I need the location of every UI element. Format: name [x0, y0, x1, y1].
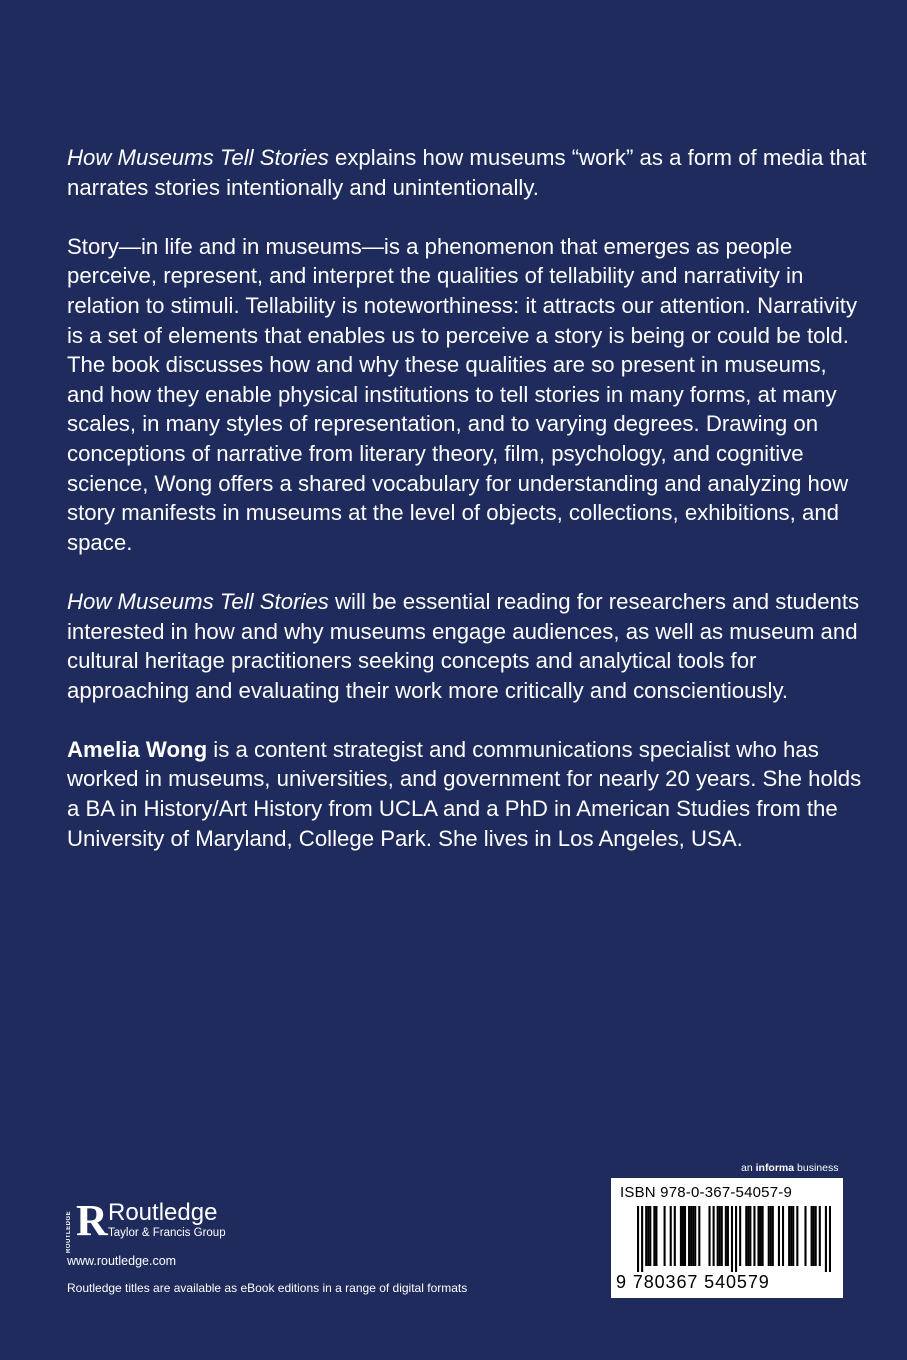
- barcode-bar: [778, 1206, 780, 1266]
- barcode-bar: [680, 1206, 682, 1266]
- barcode-bar: [694, 1206, 696, 1266]
- informa-prefix: an: [741, 1162, 756, 1174]
- barcode-bar: [745, 1206, 747, 1266]
- barcode-bar: [649, 1206, 651, 1266]
- barcode-bar: [647, 1206, 649, 1266]
- book-title: How Museums Tell Stories: [67, 588, 329, 614]
- barcode-bar: [692, 1206, 694, 1266]
- blurb-paragraph-2: Story—in life and in museums—is a phenomenon that emerges as people perceive, represent, and interpret the qualities of tellability and narrativity in relation to stimuli. Tellability is noteworthiness: it attracts our attention. Narrativity is a set of elements that enables us to perceive a story is being or could be told. The book discusses how and why these qualities are so present in museums, and how they enable physical institutions to tell stories in many forms, at many scales, in many styles of representation, and to varying degrees. Drawing on conceptions of narrative from literary theory, film, psychology, and cognitive science, Wong offers a shared vocabulary for understanding and analyzing how story manifests in museums at the level of objects, collections, exhibitions, and space.: [67, 233, 858, 555]
- barcode-bar: [713, 1206, 715, 1266]
- informa-tagline: [741, 1162, 838, 1174]
- barcode-bar: [770, 1206, 772, 1266]
- barcode-bar: [815, 1206, 817, 1266]
- barcode-bar: [637, 1206, 639, 1272]
- publisher-group: Taylor & Francis Group: [108, 1227, 226, 1239]
- barcode-bar: [796, 1206, 798, 1266]
- barcode-bar: [717, 1206, 719, 1266]
- publisher-name: Routledge: [108, 1199, 218, 1226]
- barcode-bar: [655, 1206, 657, 1266]
- barcode-digits: 9 780367 540579: [616, 1272, 770, 1292]
- barcode-bar: [735, 1206, 737, 1272]
- barcode-bar: [682, 1206, 684, 1266]
- barcode-bar: [725, 1206, 727, 1266]
- logo-vertical-text: ROUTLEDGE: [66, 1210, 72, 1253]
- barcode-bar: [731, 1206, 733, 1272]
- ebook-note: Routledge titles are available as eBook editions in a range of digital formats: [67, 1281, 468, 1295]
- barcode-bar: [753, 1206, 755, 1266]
- blurb-paragraph-3: [67, 587, 867, 705]
- barcode-bar: [727, 1206, 729, 1266]
- barcode-bar: [788, 1206, 790, 1266]
- barcode-bar: [811, 1206, 813, 1266]
- barcode-bar: [760, 1206, 762, 1266]
- barcode-bar: [772, 1206, 774, 1266]
- blurb-text: will be essential reading for researchers and students interested in how and why museums engage audiences, as well as museum and cultural heritage practitioners seeking concepts and analytical tools for approaching and evaluating their work more critically and conscientiously.: [67, 588, 860, 703]
- author-name: Amelia Wong: [67, 736, 208, 762]
- book-title: How Museums Tell Stories: [67, 145, 329, 170]
- informa-suffix: business: [794, 1162, 839, 1174]
- barcode-bar: [664, 1206, 666, 1266]
- isbn-label: ISBN 978-0-367-54057-9: [620, 1184, 793, 1201]
- routledge-logo-icon: [64, 1196, 108, 1253]
- barcode-bar: [792, 1206, 794, 1266]
- publisher-website: www.routledge.com: [67, 1254, 177, 1268]
- author-bio-text: is a content strategist and communications specialist who has worked in museums, universities, and government for nearly 20 years. She holds a BA in History/Art History from UCLA and a PhD in American Studies from the University of Maryland, College Park. She lives in Los Angeles, USA.: [67, 736, 862, 851]
- barcode-bars: [637, 1206, 831, 1272]
- author-bio: [67, 735, 867, 853]
- barcode-bar: [708, 1206, 710, 1266]
- barcode-bar: [757, 1206, 759, 1266]
- publisher-name-block: [108, 1200, 226, 1240]
- publisher-logo: [64, 1197, 226, 1253]
- barcode-bar: [768, 1206, 770, 1266]
- isbn-barcode: [611, 1178, 843, 1298]
- barcode-bar: [782, 1206, 784, 1266]
- back-cover-blurb: [67, 143, 867, 883]
- blurb-text: explains how museums “work” as a form of media that narrates stories intentionally and unintentionally.: [67, 145, 867, 200]
- barcode-bar: [645, 1206, 647, 1266]
- logo-letter: R: [76, 1196, 108, 1245]
- barcode-bar: [690, 1206, 692, 1266]
- barcode-bar: [825, 1206, 827, 1272]
- barcode-bar: [670, 1206, 672, 1266]
- barcode-bar: [749, 1206, 751, 1266]
- barcode-bar: [762, 1206, 764, 1266]
- barcode-bar: [739, 1206, 741, 1266]
- barcode-bar: [684, 1206, 686, 1266]
- barcode-bar: [819, 1206, 821, 1266]
- barcode-bar: [790, 1206, 792, 1266]
- barcode-bar: [804, 1206, 806, 1266]
- barcode-bar: [653, 1206, 655, 1266]
- barcode-bar: [719, 1206, 721, 1266]
- barcode-bar: [813, 1206, 815, 1266]
- barcode-bar: [747, 1206, 749, 1266]
- barcode-bar: [674, 1206, 676, 1266]
- barcode-bar: [698, 1206, 700, 1266]
- barcode-bar: [721, 1206, 723, 1266]
- blurb-paragraph-1: [67, 143, 867, 202]
- barcode-bar: [641, 1206, 643, 1272]
- barcode-bar: [829, 1206, 831, 1272]
- informa-brand: informa: [755, 1162, 795, 1174]
- barcode-bar: [688, 1206, 690, 1266]
